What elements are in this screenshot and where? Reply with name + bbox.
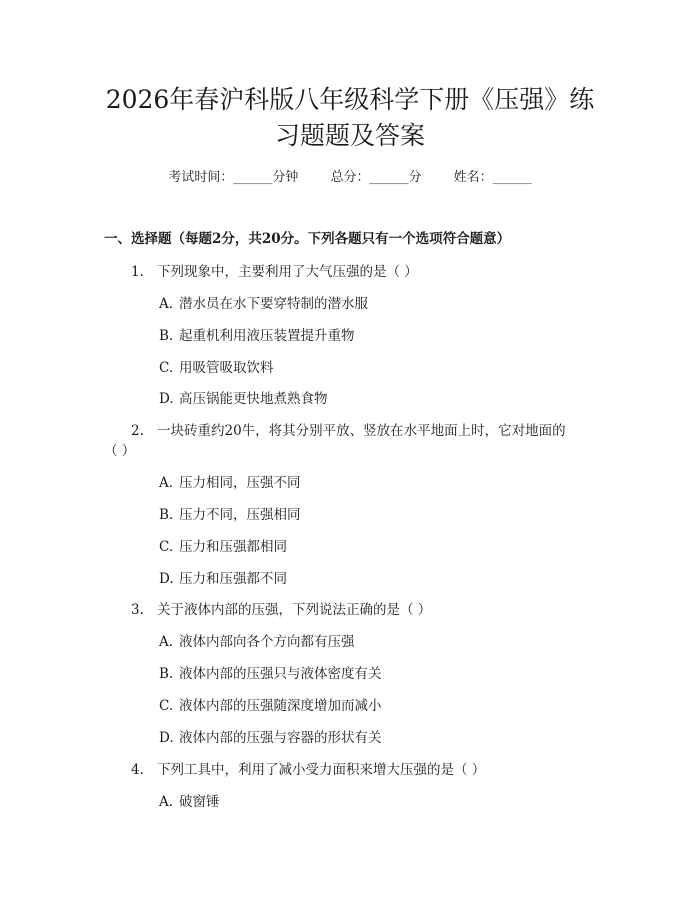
option-letter: D. — [159, 391, 174, 407]
option-letter: B. — [159, 507, 174, 523]
document-title-line1: 2026年春沪科版八年级科学下册《压强》练 — [105, 85, 595, 114]
question-2-option-d — [159, 569, 287, 589]
document-title-line2: 习题题及答案 — [274, 121, 425, 150]
question-2-option-a — [159, 473, 301, 493]
question-1-option-b — [159, 326, 355, 346]
option-text: 压力和压强都不同 — [179, 571, 287, 587]
question-number: 4. — [131, 762, 144, 778]
question-text: 下列现象中，主要利用了大气压强的是（ ） — [157, 264, 418, 280]
option-text: 液体内部的压强随深度增加而减小 — [179, 698, 382, 714]
question-1-option-a — [159, 294, 368, 314]
option-text: 高压锅能更快地煮熟食物 — [179, 391, 328, 407]
question-2-option-c — [159, 537, 287, 557]
question-1-option-c — [159, 358, 274, 378]
option-text: 压力相同，压强不同 — [179, 475, 301, 491]
question-4 — [131, 760, 485, 780]
option-text: 液体内部的压强与容器的形状有关 — [179, 730, 382, 746]
option-text: 破窗锤 — [179, 794, 220, 810]
option-text: 潜水员在水下要穿特制的潜水服 — [179, 296, 368, 312]
option-letter: A. — [159, 475, 174, 491]
question-1-option-d — [159, 389, 328, 409]
option-text: 压力不同，压强相同 — [179, 507, 301, 523]
option-letter: D. — [159, 730, 174, 746]
question-3-option-c — [159, 696, 382, 716]
option-letter: C. — [159, 698, 174, 714]
option-letter: B. — [159, 666, 174, 682]
question-3 — [131, 600, 431, 620]
student-name-field: 姓名：______ — [453, 170, 532, 185]
section-heading-multiple-choice: 一、选择题（每题2分，共20分。下列各题只有一个选项符合题意） — [104, 231, 511, 247]
option-letter: A. — [159, 296, 174, 312]
exam-time-field: 考试时间：______分钟 — [168, 170, 299, 185]
question-number: 1. — [131, 264, 144, 280]
option-text: 液体内部向各个方向都有压强 — [179, 634, 355, 650]
exam-meta — [0, 168, 700, 188]
question-2-option-b — [159, 505, 301, 525]
question-number: 2. — [131, 423, 144, 439]
option-letter: D. — [159, 571, 174, 587]
question-text: 下列工具中，利用了减小受力面积来增大压强的是（ ） — [157, 762, 486, 778]
option-text: 压力和压强都相同 — [179, 539, 287, 555]
question-2-continuation: （ ） — [104, 443, 136, 459]
question-number: 3. — [131, 602, 144, 618]
option-letter: C. — [159, 539, 174, 555]
question-3-option-b — [159, 664, 382, 684]
option-text: 用吸管吸取饮料 — [179, 360, 274, 376]
question-text: 关于液体内部的压强，下列说法正确的是（ ） — [157, 602, 432, 618]
option-letter: A. — [159, 634, 174, 650]
question-4-option-a — [159, 792, 220, 812]
question-2 — [131, 421, 566, 441]
option-letter: B. — [159, 328, 174, 344]
option-letter: A. — [159, 794, 174, 810]
option-text: 起重机利用液压装置提升重物 — [179, 328, 355, 344]
question-text: 一块砖重约20牛，将其分别平放、竖放在水平地面上时，它对地面的 — [157, 423, 566, 439]
total-score-field: 总分：______分 — [330, 170, 422, 185]
option-letter: C. — [159, 360, 174, 376]
question-3-option-d — [159, 728, 382, 748]
option-text: 液体内部的压强只与液体密度有关 — [179, 666, 382, 682]
question-1 — [131, 262, 418, 282]
question-3-option-a — [159, 632, 355, 652]
